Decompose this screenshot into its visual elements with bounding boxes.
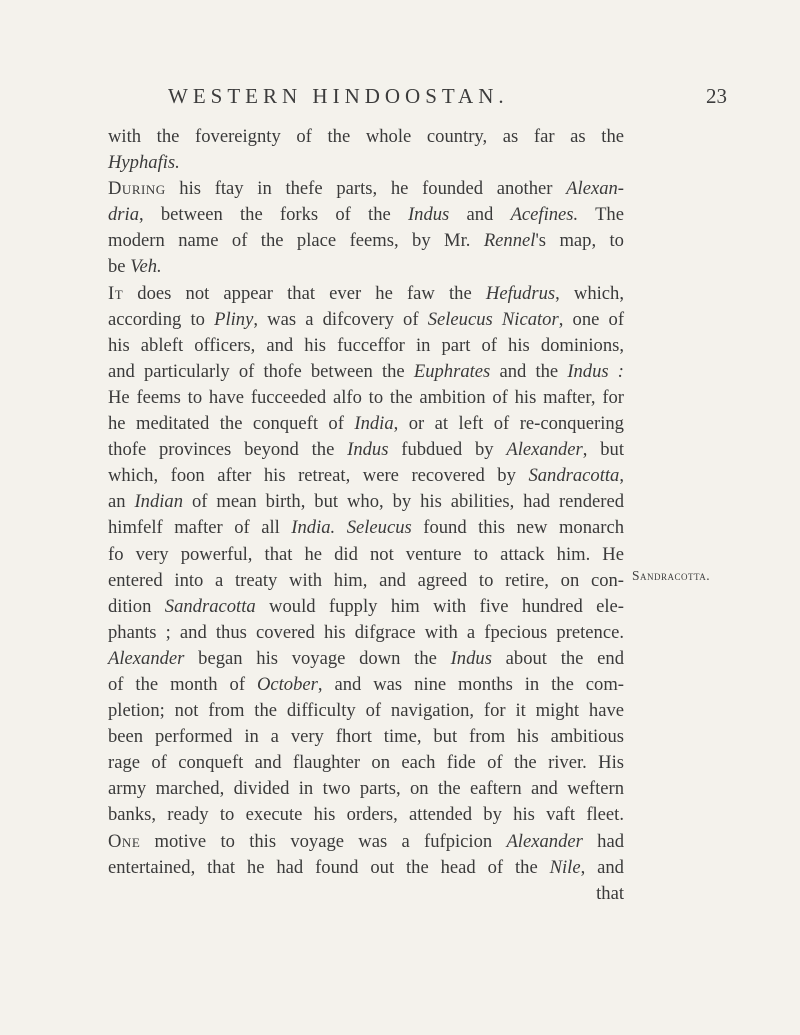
italic-text: Indus xyxy=(407,204,450,226)
text-run: and the xyxy=(490,360,568,382)
text-line xyxy=(108,515,624,541)
text-run: , between the forks of the xyxy=(139,204,408,226)
text-run: thofe provinces beyond the xyxy=(108,439,348,461)
running-title: WESTERN HINDOOSTAN. xyxy=(168,84,509,108)
marginal-note-text: Sandracotta. xyxy=(632,568,711,583)
italic-text: Acefines. xyxy=(510,204,579,226)
text-run: that xyxy=(596,882,624,904)
italic-text: Alexander xyxy=(506,830,583,852)
text-run: fubdued by xyxy=(388,439,507,461)
text-line xyxy=(108,150,624,176)
italic-text: Veh. xyxy=(130,256,162,278)
italic-text: Indus : xyxy=(567,360,624,382)
text-line xyxy=(108,646,624,672)
text-run: would fupply him with five hundred ele- xyxy=(255,595,624,617)
text-line xyxy=(108,254,624,280)
text-line xyxy=(108,802,624,828)
text-line xyxy=(108,594,624,620)
text-run: , one of xyxy=(558,308,625,330)
italic-text: Pliny xyxy=(214,308,254,330)
text-line xyxy=(108,672,624,698)
text-run: He feems to have fucceeded alfo to the ambition of his mafter, for xyxy=(108,386,624,408)
text-run: with the fovereignty of the whole country, as far as the xyxy=(108,126,624,147)
page-number: 23 xyxy=(706,84,727,108)
italic-text: Nile xyxy=(549,856,581,878)
text-run: , but xyxy=(582,439,624,461)
text-line xyxy=(108,307,624,333)
italic-text: dria xyxy=(108,204,139,226)
text-run: which, foon after his retreat, were recovered by xyxy=(108,465,529,487)
text-line xyxy=(108,542,624,568)
text-run: found this new monarch xyxy=(411,517,624,539)
italic-text: Seleucus xyxy=(346,517,412,539)
text-run xyxy=(335,517,347,538)
text-run: motive to this voyage was a fufpicion xyxy=(140,830,507,852)
text-run: of mean birth, but who, by his abilities, had rendered xyxy=(183,491,624,513)
italic-text: Euphrates xyxy=(413,360,491,382)
text-line xyxy=(108,776,624,802)
italic-text: Hefudrus xyxy=(485,282,556,304)
text-run: does not appear that ever he faw the xyxy=(123,282,486,304)
text-run: according to xyxy=(108,308,215,330)
italic-text: Indian xyxy=(134,491,184,513)
text-run: rage of conqueft and flaughter on each fide of the river. His xyxy=(108,752,624,774)
small-caps-text: One xyxy=(108,830,141,852)
italic-text: Sandracotta xyxy=(164,595,256,617)
text-run: 's map, to xyxy=(535,230,624,252)
text-run: , xyxy=(619,465,624,487)
text-line xyxy=(108,385,624,411)
text-run: phants ; and thus covered his difgrace with a fpecious pretence. xyxy=(108,621,624,643)
text-line xyxy=(108,620,624,646)
text-run: his ableft officers, and his fucceffor in part of his dominions, xyxy=(108,334,624,356)
text-line xyxy=(108,489,624,515)
text-run: , which, xyxy=(555,282,624,304)
small-caps-text: During xyxy=(108,178,166,200)
text-run: of the month of xyxy=(108,673,257,695)
text-run: entered into a treaty with him, and agreed to retire, on con- xyxy=(108,569,624,591)
italic-text: India. xyxy=(291,517,336,539)
italic-text: Indus xyxy=(450,647,492,669)
text-line xyxy=(108,724,624,750)
text-run: fo very powerful, that he did not venture to attack him. He xyxy=(108,543,624,565)
italic-text: Rennel xyxy=(483,230,536,252)
text-line xyxy=(108,228,624,254)
text-line xyxy=(108,281,624,307)
text-line xyxy=(108,176,624,202)
body-text xyxy=(108,124,624,907)
text-run: he meditated the conqueft of xyxy=(108,413,355,435)
text-line xyxy=(108,463,624,489)
text-line xyxy=(108,411,624,437)
text-line xyxy=(108,124,624,150)
text-run: himfelf mafter of all xyxy=(108,517,292,539)
text-run: dition xyxy=(108,595,165,617)
text-run: banks, ready to execute his orders, attended by his vaft fleet. xyxy=(108,804,624,826)
italic-text: Alexander xyxy=(108,647,185,669)
text-line xyxy=(108,437,624,463)
text-line xyxy=(108,202,624,228)
text-line xyxy=(108,359,624,385)
italic-text: India xyxy=(354,413,394,435)
text-run: modern name of the place feems, by Mr. xyxy=(108,230,484,252)
italic-text: Seleucus Nicator xyxy=(427,308,559,330)
text-line xyxy=(108,568,624,594)
text-run: pletion; not from the difficulty of navigation, for it might have xyxy=(108,700,624,722)
text-line xyxy=(108,750,624,776)
text-run: an xyxy=(108,491,135,513)
text-run: his ftay in thefe parts, he founded another xyxy=(165,178,567,200)
text-run: be xyxy=(108,256,131,278)
italic-text: October xyxy=(256,673,318,695)
text-run: and particularly of thofe between the xyxy=(108,360,414,382)
text-line xyxy=(108,698,624,724)
italic-text: Alexan- xyxy=(566,178,624,200)
text-run: had xyxy=(582,830,624,852)
text-line xyxy=(108,333,624,359)
text-run: , and was nine months in the com- xyxy=(317,673,624,695)
italic-text: Alexander xyxy=(506,439,583,461)
text-run: army marched, divided in two parts, on the eaftern and weftern xyxy=(108,778,624,800)
text-run: , was a difcovery of xyxy=(253,308,428,330)
text-run: , and xyxy=(580,856,624,878)
italic-text: Sandracotta xyxy=(528,465,620,487)
text-run: , or at left of re-conquering xyxy=(393,413,624,435)
marginal-note xyxy=(632,568,710,584)
italic-text: Hyphafis. xyxy=(108,152,180,174)
text-run: been performed in a very fhort time, but from his ambitious xyxy=(108,726,624,748)
text-run: about the end xyxy=(491,647,624,669)
text-run: and xyxy=(449,204,511,226)
text-run: The xyxy=(578,204,624,226)
italic-text: Indus xyxy=(347,439,389,461)
text-run: began his voyage down the xyxy=(184,647,451,669)
text-line xyxy=(108,881,624,907)
text-line xyxy=(108,855,624,881)
text-line xyxy=(108,829,624,855)
small-caps-text: It xyxy=(108,282,124,304)
text-run: entertained, that he had found out the head of the xyxy=(108,856,550,878)
